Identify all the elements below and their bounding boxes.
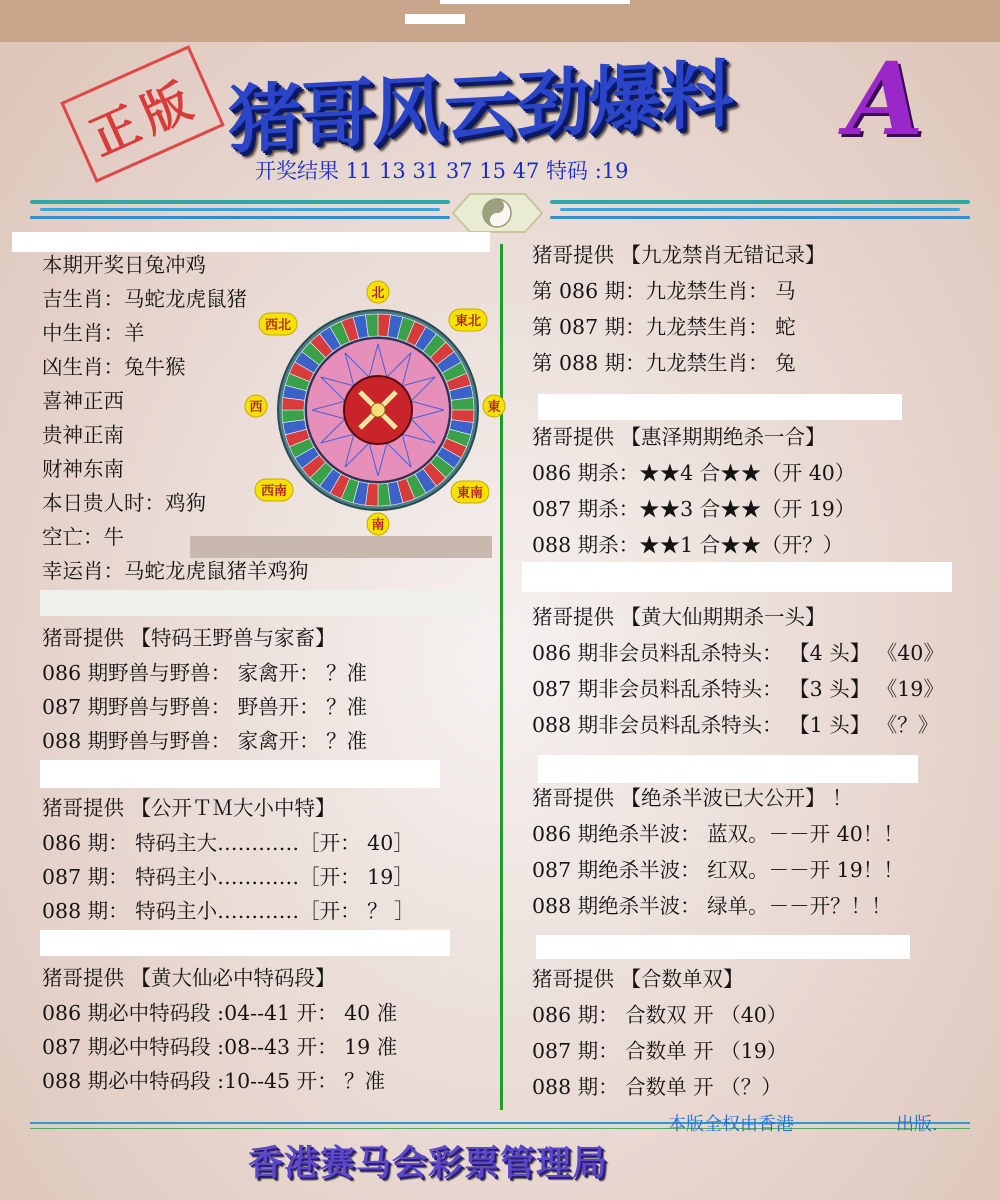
wave-decoration [30,200,450,204]
direction-label: 東 [487,400,501,415]
section-row: 087 期： 特码主小…………［开： 19］ [42,865,414,889]
direction-label: 西北 [264,318,292,333]
section-row: 088 期： 特码主小…………［开： ？ ］ [42,899,415,923]
almanac-line: 财神东南 [42,457,124,481]
section-row: 第 087 期：九龙禁生肖： 蛇 [532,315,796,339]
almanac-line: 空亡：牛 [42,525,124,549]
genuine-stamp: 正版 [60,45,225,183]
section-header: 猪哥提供 【黄大仙必中特码段】 [42,966,336,990]
direction-label: 西南 [260,484,288,499]
section-header: 猪哥提供 【黄大仙期期杀一头】 [532,605,826,629]
separator-bar [538,394,902,420]
almanac-line: 吉生肖：马蛇龙虎鼠猪 [42,287,247,311]
section-row: 第 086 期：九龙禁生肖： 马 [532,279,796,303]
footer-line [30,1128,970,1129]
section-row: 088 期野兽与野兽： 家禽开： ？准 [42,729,368,753]
direction-label: 北 [371,286,385,301]
section-row: 086 期绝杀半波： 蓝双。－－开 40！！ [532,822,904,846]
almanac-line: 喜神正西 [42,389,124,413]
separator-bar [40,760,440,788]
zodiac-wheel [242,280,510,542]
section-row: 086 期必中特码段 :04--41 开： 40 准 [42,1001,398,1025]
section-row: 087 期必中特码段 :08--43 开： 19 准 [42,1035,398,1059]
almanac-line: 贵神正南 [42,423,124,447]
copyright-right: 出版. [896,1114,938,1135]
footer-line [30,1122,970,1124]
direction-label: 東南 [456,486,484,501]
organization-name: 香港赛马会彩票管理局 [248,1144,609,1184]
section-row: 087 期非会员料乱杀特头： 【3 头】 《19》 [532,677,944,701]
section-header: 猪哥提供 【绝杀半波已大公开】 ！ [532,786,853,810]
separator-bar [522,562,952,592]
section-row: 086 期： 特码主大…………［开： 40］ [42,831,414,855]
section-header: 猪哥提供 【合数单双】 [532,967,744,991]
separator-bar [40,930,450,956]
top-banner [0,0,1000,42]
almanac-line: 中生肖：羊 [42,321,145,345]
section-row: 087 期绝杀半波： 红双。－－开 19！！ [532,858,904,882]
edition-letter: A [846,40,924,158]
direction-label: 西 [249,400,263,415]
almanac-line: 凶生肖：兔牛猴 [42,355,186,379]
section-header: 猪哥提供 【惠泽期期绝杀一合】 [532,425,826,449]
wave-decoration [550,200,970,204]
section-row: 086 期： 合数双 开 （40） [532,1003,788,1027]
section-row: 086 期非会员料乱杀特头： 【4 头】 《40》 [532,641,944,665]
almanac-line: 本期开奖日兔冲鸡 [42,253,206,277]
section-header: 猪哥提供 【九龙禁肖无错记录】 [532,243,826,267]
section-row: 087 期野兽与野兽： 野兽开： ？准 [42,695,368,719]
section-row: 088 期绝杀半波： 绿单。－－开？！！ [532,894,892,918]
draw-result: 开奖结果 11 13 31 37 15 47 特码 :19 [255,159,629,183]
section-row: 088 期必中特码段 :10--45 开： ？准 [42,1069,386,1093]
section-row: 第 088 期：九龙禁生肖： 兔 [532,351,796,375]
section-row: 086 期杀：★★4 合★★（开 40） [532,461,856,485]
bagua-emblem [450,190,545,236]
separator-bar [40,590,480,616]
wheel-hub [371,403,385,417]
section-header: 猪哥提供 【公开ＴＭ大小中特】 [42,796,336,820]
almanac-line: 本日贵人时：鸡狗 [42,491,206,515]
page-title: 猪哥风云劲爆料 [228,51,732,165]
separator-bar [536,935,910,959]
almanac-line: 幸运肖：马蛇龙虎鼠猪羊鸡狗 [42,559,309,583]
section-header: 猪哥提供 【特码王野兽与家畜】 [42,626,336,650]
direction-label: 東北 [454,314,482,329]
separator-bar [12,232,490,252]
section-row: 087 期杀：★★3 合★★（开 19） [532,497,856,521]
direction-label: 南 [371,518,385,533]
wave-decoration [560,208,960,211]
section-row: 088 期非会员料乱杀特头： 【1 头】 《？》 [532,713,939,737]
wave-decoration [40,208,440,211]
separator-bar [538,755,918,783]
section-row: 088 期： 合数单 开 （？） [532,1075,782,1099]
section-row: 087 期： 合数单 开 （19） [532,1039,788,1063]
copyright-left: 本版全权由香港 [668,1114,794,1135]
wave-decoration [550,216,970,219]
wave-decoration [30,216,450,219]
section-row: 086 期野兽与野兽： 家禽开： ？准 [42,661,368,685]
section-row: 088 期杀：★★1 合★★（开？） [532,533,844,557]
